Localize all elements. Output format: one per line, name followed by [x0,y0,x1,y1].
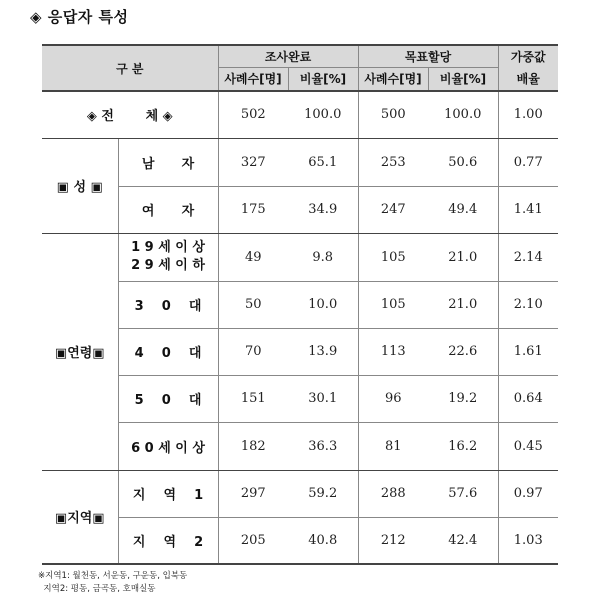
header-completed-ratio: 비율[%] [288,67,358,91]
completed-ratio: 13.9 [288,328,358,375]
weight: 2.10 [498,281,558,328]
target-cases: 288 [358,470,428,517]
group-label-gender: ▣ 성 ▣ [42,138,118,233]
completed-cases: 49 [218,233,288,281]
completed-cases: 50 [218,281,288,328]
respondent-table [42,44,558,565]
total-target-cases: 500 [358,91,428,138]
target-cases: 105 [358,281,428,328]
table-row [42,281,558,328]
table-row [42,233,558,281]
weight: 1.03 [498,517,558,564]
target-cases: 81 [358,422,428,470]
row-label: 6 0 세 이 상 [118,422,218,470]
target-cases: 113 [358,328,428,375]
completed-ratio: 30.1 [288,375,358,422]
header-completed-cases: 사례수[명] [218,67,288,91]
weight: 0.77 [498,138,558,186]
group-label-region: ▣지역▣ [42,470,118,564]
footnote-region1: ※지역1: 월천동, 서운동, 구운동, 입북동 [38,571,188,581]
page-title: ◈ 응답자 특성 [30,8,129,26]
total-target-ratio: 100.0 [428,91,498,138]
target-ratio: 57.6 [428,470,498,517]
target-ratio: 50.6 [428,138,498,186]
group-label-age: ▣연령▣ [42,233,118,470]
total-label: ◈ 전 체 ◈ [42,91,218,138]
completed-cases: 182 [218,422,288,470]
completed-ratio: 36.3 [288,422,358,470]
row-label: 5 0 대 [118,375,218,422]
target-cases: 247 [358,186,428,233]
target-ratio: 49.4 [428,186,498,233]
total-row [42,91,558,138]
table-row [42,422,558,470]
row-label: 여 자 [118,186,218,233]
total-weight: 1.00 [498,91,558,138]
row-label: 지 역 2 [118,517,218,564]
table-row [42,328,558,375]
completed-ratio: 34.9 [288,186,358,233]
row-label: 1 9 세 이 상 2 9 세 이 하 [118,233,218,281]
header-weight-top: 가중값 [498,45,558,67]
header-category: 구 분 [42,45,218,91]
row-label: 지 역 1 [118,470,218,517]
target-cases: 253 [358,138,428,186]
row-label: 3 0 대 [118,281,218,328]
table-row [42,186,558,233]
target-cases: 96 [358,375,428,422]
completed-cases: 70 [218,328,288,375]
header-target: 목표할당 [358,45,498,67]
target-cases: 212 [358,517,428,564]
target-ratio: 16.2 [428,422,498,470]
footnote-region2: 지역2: 평동, 금곡동, 호매실동 [38,584,156,594]
weight: 1.41 [498,186,558,233]
header-weight-bottom: 배율 [498,67,558,91]
weight: 2.14 [498,233,558,281]
target-cases: 105 [358,233,428,281]
target-ratio: 21.0 [428,233,498,281]
weight: 0.97 [498,470,558,517]
target-ratio: 22.6 [428,328,498,375]
weight: 0.64 [498,375,558,422]
completed-ratio: 9.8 [288,233,358,281]
table-row [42,517,558,564]
row-label: 남 자 [118,138,218,186]
weight: 0.45 [498,422,558,470]
completed-cases: 175 [218,186,288,233]
table-row [42,138,558,186]
target-ratio: 42.4 [428,517,498,564]
weight: 1.61 [498,328,558,375]
header-target-cases: 사례수[명] [358,67,428,91]
total-completed-ratio: 100.0 [288,91,358,138]
target-ratio: 19.2 [428,375,498,422]
total-completed-cases: 502 [218,91,288,138]
completed-ratio: 59.2 [288,470,358,517]
completed-cases: 327 [218,138,288,186]
completed-ratio: 10.0 [288,281,358,328]
row-label: 4 0 대 [118,328,218,375]
completed-ratio: 40.8 [288,517,358,564]
table-row [42,470,558,517]
header-target-ratio: 비율[%] [428,67,498,91]
completed-cases: 151 [218,375,288,422]
table-row [42,375,558,422]
target-ratio: 21.0 [428,281,498,328]
completed-cases: 205 [218,517,288,564]
completed-cases: 297 [218,470,288,517]
completed-ratio: 65.1 [288,138,358,186]
header-completed: 조사완료 [218,45,358,67]
footnote [38,570,187,596]
